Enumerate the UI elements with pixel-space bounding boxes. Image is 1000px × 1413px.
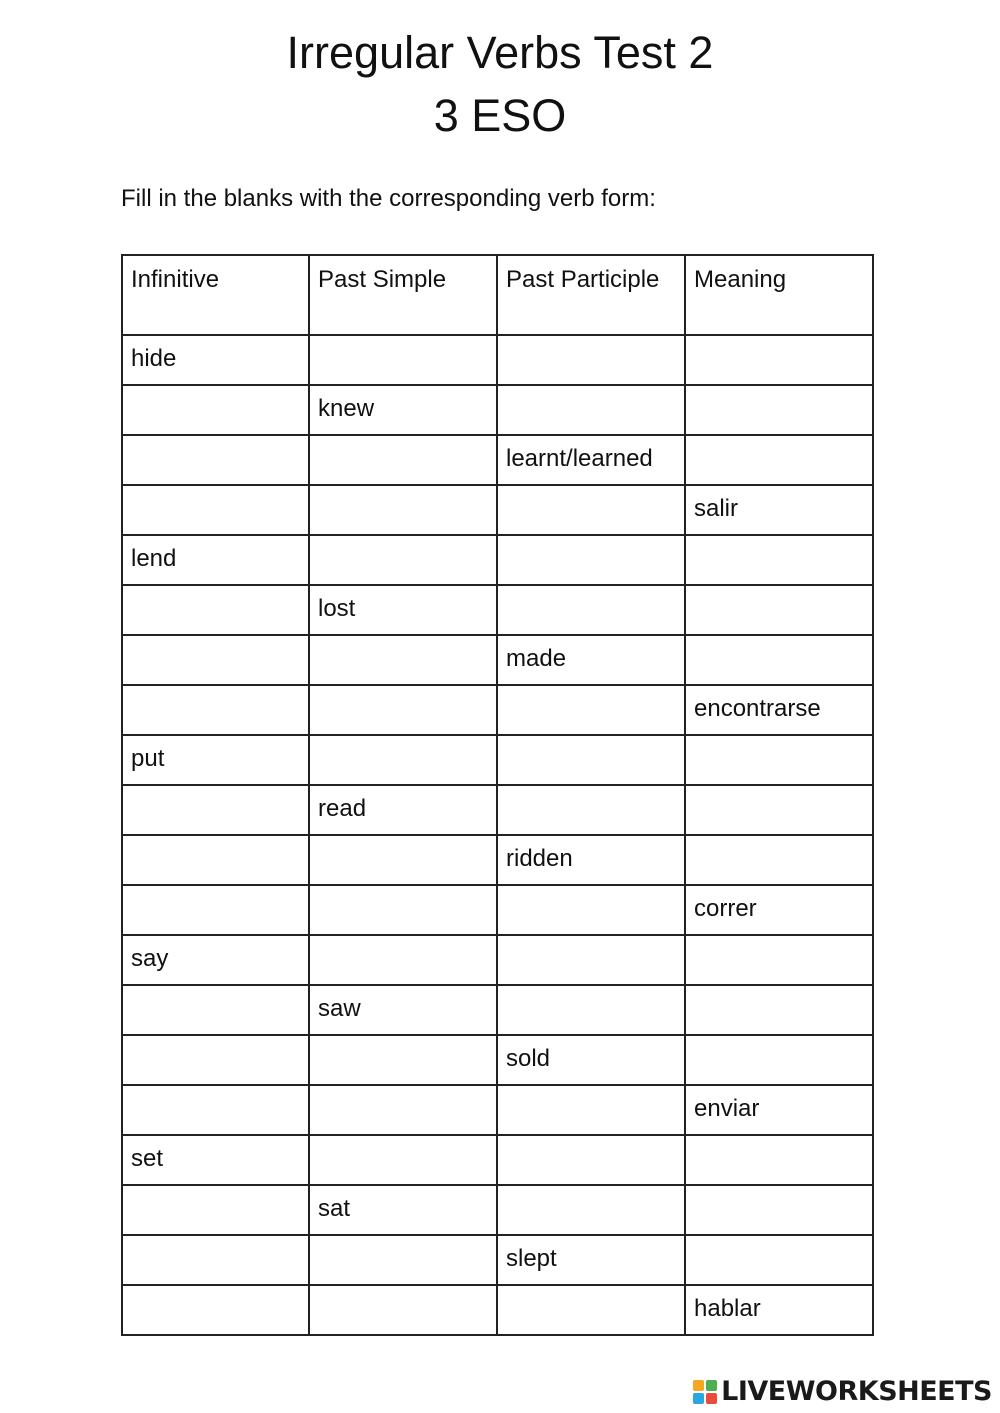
blank-past-participle-cell[interactable] <box>497 885 685 935</box>
blank-past-participle-cell[interactable] <box>497 335 685 385</box>
past-simple-cell: knew <box>309 385 497 435</box>
meaning-cell: salir <box>685 485 873 535</box>
column-header-infinitive: Infinitive <box>122 255 309 335</box>
blank-past-simple-cell[interactable] <box>309 1035 497 1085</box>
infinitive-cell: set <box>122 1135 309 1185</box>
blank-past-simple-cell[interactable] <box>309 1235 497 1285</box>
table-row <box>122 985 873 1035</box>
past-simple-cell: sat <box>309 1185 497 1235</box>
blank-past-participle-cell[interactable] <box>497 585 685 635</box>
meaning-cell: enviar <box>685 1085 873 1135</box>
blank-past-participle-cell[interactable] <box>497 1135 685 1185</box>
blank-meaning-cell[interactable] <box>685 635 873 685</box>
blank-infinitive-cell[interactable] <box>122 1035 309 1085</box>
meaning-cell: correr <box>685 885 873 935</box>
worksheet-subtitle: 3 ESO <box>433 90 567 141</box>
table-row <box>122 735 873 785</box>
blank-meaning-cell[interactable] <box>685 1235 873 1285</box>
table-row <box>122 435 873 485</box>
logo-square <box>693 1380 704 1391</box>
liveworksheets-logo-icon <box>693 1380 717 1404</box>
table-row <box>122 1135 873 1185</box>
instructions-text: Fill in the blanks with the corresponding verb form: <box>121 185 656 212</box>
verbs-table <box>121 254 874 1336</box>
blank-past-simple-cell[interactable] <box>309 435 497 485</box>
table-row <box>122 635 873 685</box>
blank-meaning-cell[interactable] <box>685 385 873 435</box>
blank-infinitive-cell[interactable] <box>122 585 309 635</box>
table-row <box>122 885 873 935</box>
logo-square <box>706 1393 717 1404</box>
blank-meaning-cell[interactable] <box>685 985 873 1035</box>
blank-past-simple-cell[interactable] <box>309 535 497 585</box>
table-row <box>122 1185 873 1235</box>
blank-infinitive-cell[interactable] <box>122 985 309 1035</box>
past-simple-cell: saw <box>309 985 497 1035</box>
table-row <box>122 335 873 385</box>
meaning-cell: hablar <box>685 1285 873 1335</box>
blank-past-simple-cell[interactable] <box>309 735 497 785</box>
blank-past-participle-cell[interactable] <box>497 985 685 1035</box>
logo-text: LIVEWORKSHEETS <box>721 1376 992 1407</box>
blank-infinitive-cell[interactable] <box>122 835 309 885</box>
blank-past-simple-cell[interactable] <box>309 935 497 985</box>
blank-past-participle-cell[interactable] <box>497 785 685 835</box>
logo-square <box>706 1380 717 1391</box>
past-participle-cell: learnt/learned <box>497 435 685 485</box>
blank-past-participle-cell[interactable] <box>497 1085 685 1135</box>
past-participle-cell: sold <box>497 1035 685 1085</box>
blank-past-simple-cell[interactable] <box>309 1135 497 1185</box>
blank-past-simple-cell[interactable] <box>309 835 497 885</box>
blank-meaning-cell[interactable] <box>685 585 873 635</box>
blank-infinitive-cell[interactable] <box>122 1235 309 1285</box>
blank-meaning-cell[interactable] <box>685 1185 873 1235</box>
blank-infinitive-cell[interactable] <box>122 685 309 735</box>
blank-past-participle-cell[interactable] <box>497 1285 685 1335</box>
column-header-past-participle: Past Participle <box>497 255 685 335</box>
infinitive-cell: lend <box>122 535 309 585</box>
table-row <box>122 1285 873 1335</box>
blank-past-participle-cell[interactable] <box>497 535 685 585</box>
past-simple-cell: lost <box>309 585 497 635</box>
table-row <box>122 685 873 735</box>
blank-meaning-cell[interactable] <box>685 835 873 885</box>
blank-meaning-cell[interactable] <box>685 1035 873 1085</box>
table-row <box>122 385 873 435</box>
blank-past-participle-cell[interactable] <box>497 485 685 535</box>
blank-past-simple-cell[interactable] <box>309 685 497 735</box>
infinitive-cell: hide <box>122 335 309 385</box>
blank-past-simple-cell[interactable] <box>309 1285 497 1335</box>
table-header-row <box>122 255 873 335</box>
blank-past-simple-cell[interactable] <box>309 335 497 385</box>
past-participle-cell: made <box>497 635 685 685</box>
blank-past-participle-cell[interactable] <box>497 685 685 735</box>
table-row <box>122 535 873 585</box>
blank-past-simple-cell[interactable] <box>309 485 497 535</box>
blank-infinitive-cell[interactable] <box>122 435 309 485</box>
past-simple-cell: read <box>309 785 497 835</box>
blank-meaning-cell[interactable] <box>685 735 873 785</box>
blank-infinitive-cell[interactable] <box>122 785 309 835</box>
blank-meaning-cell[interactable] <box>685 785 873 835</box>
blank-infinitive-cell[interactable] <box>122 1285 309 1335</box>
column-header-past-simple: Past Simple <box>309 255 497 335</box>
table-row <box>122 1035 873 1085</box>
logo-square <box>693 1393 704 1404</box>
blank-meaning-cell[interactable] <box>685 435 873 485</box>
worksheet-title: Irregular Verbs Test 2 <box>286 27 714 78</box>
meaning-cell: encontrarse <box>685 685 873 735</box>
blank-infinitive-cell[interactable] <box>122 1185 309 1235</box>
blank-past-participle-cell[interactable] <box>497 935 685 985</box>
infinitive-cell: say <box>122 935 309 985</box>
blank-infinitive-cell[interactable] <box>122 485 309 535</box>
table-row <box>122 485 873 535</box>
table-row <box>122 1235 873 1285</box>
blank-past-simple-cell[interactable] <box>309 635 497 685</box>
blank-meaning-cell[interactable] <box>685 1135 873 1185</box>
column-header-meaning: Meaning <box>685 255 873 335</box>
blank-meaning-cell[interactable] <box>685 935 873 985</box>
blank-meaning-cell[interactable] <box>685 335 873 385</box>
blank-past-participle-cell[interactable] <box>497 735 685 785</box>
past-participle-cell: slept <box>497 1235 685 1285</box>
past-participle-cell: ridden <box>497 835 685 885</box>
table-row <box>122 835 873 885</box>
blank-infinitive-cell[interactable] <box>122 385 309 435</box>
liveworksheets-logo <box>693 1376 992 1407</box>
blank-past-simple-cell[interactable] <box>309 885 497 935</box>
table-row <box>122 785 873 835</box>
blank-infinitive-cell[interactable] <box>122 635 309 685</box>
blank-past-participle-cell[interactable] <box>497 385 685 435</box>
blank-past-simple-cell[interactable] <box>309 1085 497 1135</box>
blank-past-participle-cell[interactable] <box>497 1185 685 1235</box>
blank-infinitive-cell[interactable] <box>122 885 309 935</box>
blank-infinitive-cell[interactable] <box>122 1085 309 1135</box>
table-row <box>122 585 873 635</box>
blank-meaning-cell[interactable] <box>685 535 873 585</box>
table-row <box>122 1085 873 1135</box>
infinitive-cell: put <box>122 735 309 785</box>
table-row <box>122 935 873 985</box>
